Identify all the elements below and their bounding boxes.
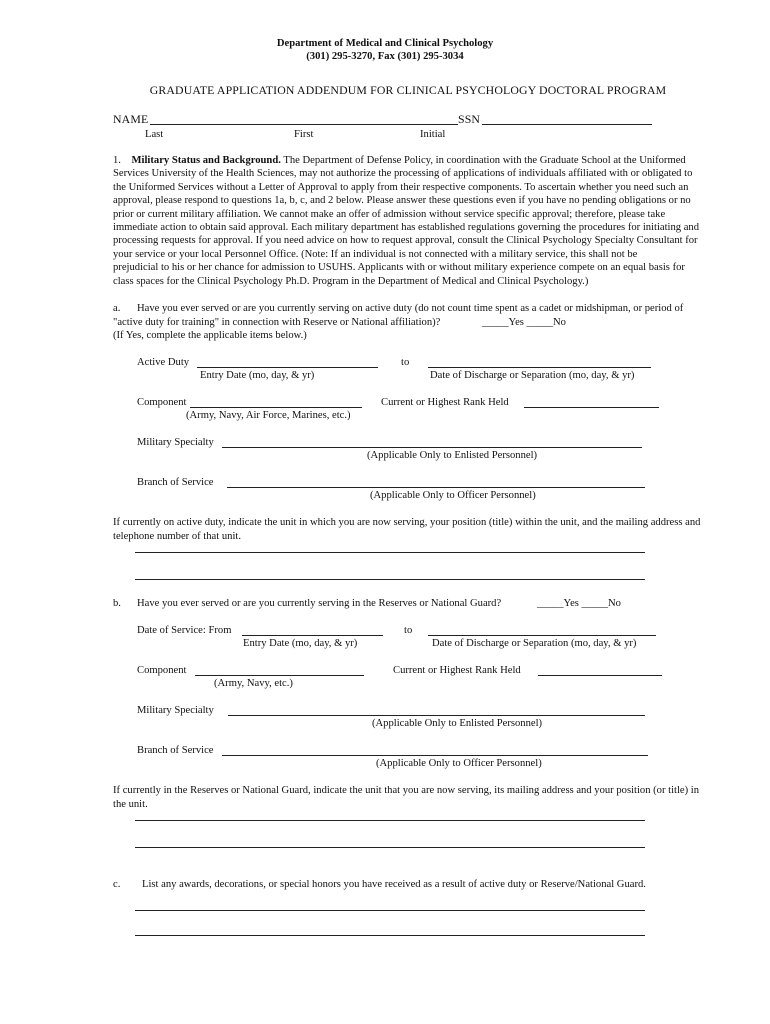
reserve-unit-line-2: the unit. bbox=[113, 798, 148, 810]
reserve-discharge-field[interactable] bbox=[428, 635, 656, 636]
part-a-question-line-2: "active duty for training" in connection with Reserve or National affiliation)? bbox=[113, 316, 441, 328]
active-duty-discharge-field[interactable] bbox=[428, 367, 651, 368]
part-b-letter: b. bbox=[113, 598, 121, 609]
active-duty-label: Active Duty bbox=[137, 357, 190, 368]
reserve-discharge-caption: Date of Discharge or Separation (mo, day, & yr) bbox=[432, 638, 637, 649]
reserve-entry-caption: Entry Date (mo, day, & yr) bbox=[243, 638, 358, 649]
component-caption: (Army, Navy, Air Force, Marines, etc.) bbox=[186, 410, 351, 421]
awards-field[interactable] bbox=[135, 910, 645, 911]
component-field[interactable] bbox=[190, 407, 362, 408]
section-1-number: 1. bbox=[113, 155, 121, 166]
section-1-line: prejudicial to his or her chance for admission to USUHS. Applicants with or without military experience compete on an equal basis for bbox=[113, 262, 685, 274]
part-b-yes-no[interactable]: _____Yes _____No bbox=[537, 598, 621, 609]
department-heading: Department of Medical and Clinical Psychology bbox=[276, 38, 494, 49]
rank-label: Current or Highest Rank Held bbox=[381, 397, 509, 408]
section-1-line: processing requests for approval. If you need advice on how to request approval, consult the Clinical Psychology Specialty Consultant for bbox=[113, 235, 698, 247]
section-1-line: Services University of the Health Sciences, may not authorize the processing of applications of individuals affiliated with or obligated to bbox=[113, 168, 693, 180]
reserve-branch-field[interactable] bbox=[222, 755, 648, 756]
discharge-date-caption: Date of Discharge or Separation (mo, day, & yr) bbox=[430, 370, 635, 381]
last-name-caption: Last bbox=[145, 129, 164, 140]
active-duty-entry-field[interactable] bbox=[197, 367, 378, 368]
reserve-specialty-label: Military Specialty bbox=[137, 705, 214, 716]
section-1-line: the Uniformed Services without a Letter of Approval to apply from their respective components. To ascertain whether you need such an bbox=[113, 181, 689, 193]
section-1-line: your service or your local Personnel Office. (Note: If an individual is not connected with a military service, this shall not be bbox=[113, 248, 638, 260]
part-c-letter: c. bbox=[113, 879, 121, 890]
active-duty-unit-line-2: telephone number of that unit. bbox=[113, 530, 241, 542]
reserve-unit-field[interactable] bbox=[135, 820, 645, 821]
section-1-line: approval, please respond to questions 1a, b, c, and 2 below. Please answer these questions even if you have no pending obligations or no bbox=[113, 195, 691, 207]
active-duty-unit-field[interactable] bbox=[135, 579, 645, 580]
active-duty-unit-field[interactable] bbox=[135, 552, 645, 553]
part-a-yes-no[interactable]: _____Yes _____No bbox=[482, 316, 566, 328]
military-specialty-field[interactable] bbox=[222, 447, 642, 448]
officer-caption: (Applicable Only to Officer Personnel) bbox=[370, 490, 536, 501]
reserve-component-label: Component bbox=[137, 665, 187, 676]
section-1-first-line bbox=[113, 154, 686, 167]
date-of-service-label: Date of Service: From bbox=[137, 625, 232, 636]
part-c-question: List any awards, decorations, or special honors you have received as a result of active duty or Reserve/National Guard. bbox=[142, 879, 646, 890]
ssn-field[interactable] bbox=[482, 124, 652, 125]
section-1-heading: Military Status and Background. bbox=[131, 155, 281, 166]
form-title: GRADUATE APPLICATION ADDENDUM FOR CLINICAL PSYCHOLOGY DOCTORAL PROGRAM bbox=[149, 83, 667, 97]
section-1-line: class spaces for the Clinical Psychology Ph.D. Program in the Department of Medical and Clinical Psychology.) bbox=[113, 275, 589, 287]
reserve-officer-caption: (Applicable Only to Officer Personnel) bbox=[376, 758, 542, 769]
reserve-component-field[interactable] bbox=[195, 675, 364, 676]
reserve-unit-line-1: If currently in the Reserves or National Guard, indicate the unit that you are now serving, its mailing address and your position (or title) in bbox=[113, 785, 700, 796]
enlisted-caption: (Applicable Only to Enlisted Personnel) bbox=[367, 450, 538, 461]
section-1-line: prior or current military affiliation. We cannot make an offer of admission without service specific approval; therefore, please take bbox=[113, 208, 666, 220]
initial-caption: Initial bbox=[420, 129, 446, 140]
branch-of-service-label: Branch of Service bbox=[137, 477, 214, 488]
part-a-note: (If Yes, complete the applicable items below.) bbox=[113, 330, 307, 341]
branch-of-service-field[interactable] bbox=[227, 487, 645, 488]
part-a-question-line-1: Have you ever served or are you currently serving on active duty (do not count time spent as a cadet or midshipman, or period of bbox=[137, 303, 684, 314]
active-duty-unit-line-1: If currently on active duty, indicate the unit in which you are now serving, your position (title) within the unit, and the mailing address and bbox=[113, 517, 701, 528]
reserve-rank-label: Current or Highest Rank Held bbox=[393, 665, 521, 676]
name-label: NAME bbox=[113, 112, 149, 126]
component-label: Component bbox=[137, 397, 187, 408]
entry-date-caption: Entry Date (mo, day, & yr) bbox=[200, 370, 315, 381]
section-1-first-line-text: The Department of Defense Policy, in coordination with the Graduate School at the Uniformed bbox=[283, 155, 686, 166]
awards-field[interactable] bbox=[135, 935, 645, 936]
active-duty-to: to bbox=[401, 357, 410, 368]
reserve-rank-field[interactable] bbox=[538, 675, 662, 676]
department-contact: (301) 295-3270, Fax (301) 295-3034 bbox=[306, 51, 464, 62]
reserve-branch-label: Branch of Service bbox=[137, 745, 214, 756]
reserve-entry-field[interactable] bbox=[242, 635, 383, 636]
name-field[interactable] bbox=[150, 124, 458, 125]
reserve-specialty-field[interactable] bbox=[228, 715, 645, 716]
first-name-caption: First bbox=[294, 129, 314, 140]
rank-field[interactable] bbox=[524, 407, 659, 408]
reserve-unit-field[interactable] bbox=[135, 847, 645, 848]
part-b-question: Have you ever served or are you currently serving in the Reserves or National Guard? bbox=[137, 598, 502, 609]
reserve-enlisted-caption: (Applicable Only to Enlisted Personnel) bbox=[372, 718, 543, 729]
ssn-label: SSN bbox=[458, 112, 481, 126]
reserve-to: to bbox=[404, 625, 413, 636]
military-specialty-label: Military Specialty bbox=[137, 437, 214, 448]
part-a-letter: a. bbox=[113, 303, 121, 314]
section-1-line: immediate action to obtain said approval. Each military department has established regulations governing the procedures for initiating and bbox=[113, 222, 700, 233]
reserve-component-caption: (Army, Navy, etc.) bbox=[214, 678, 293, 689]
